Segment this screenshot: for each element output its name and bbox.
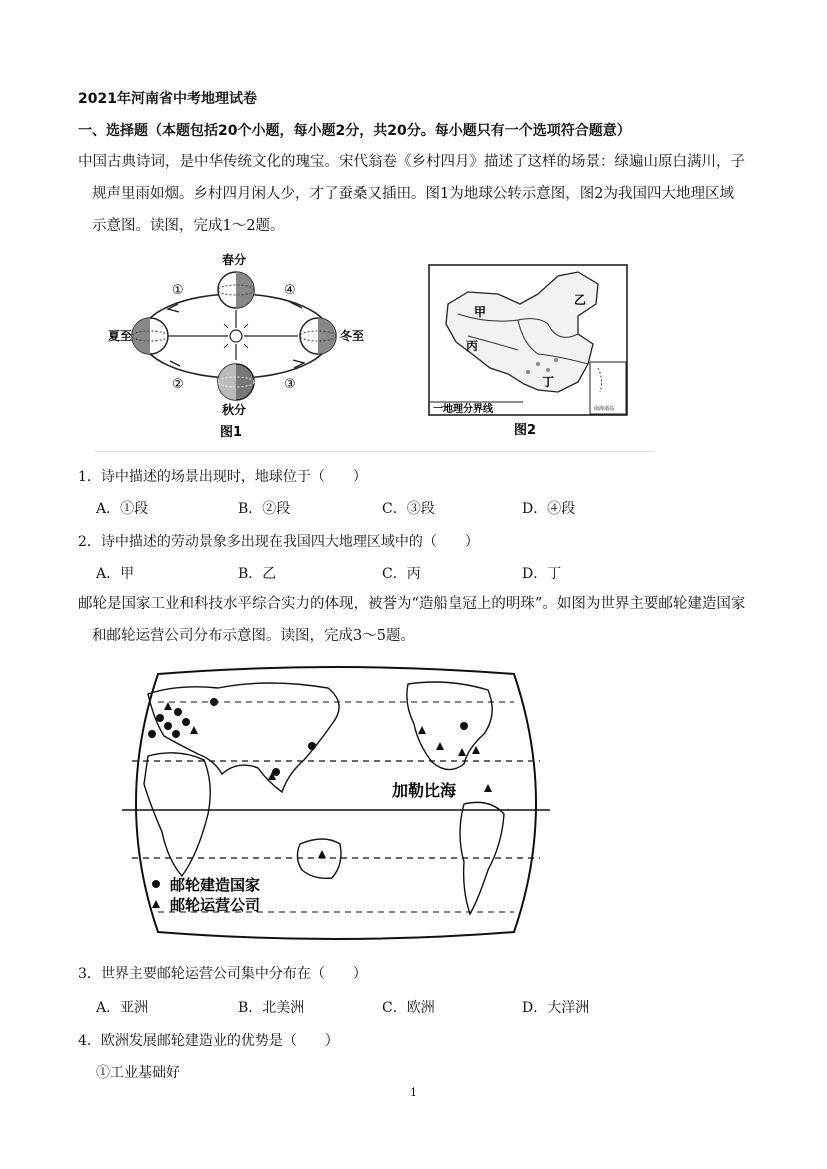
intro2-line: 邮轮是国家工业和科技水平综合实力的体现，被誉为“造船皇冠上的明珠”。如图为世界主要邮轮建造国家 [78, 596, 746, 612]
label-dongzhi: 冬至 [340, 329, 365, 343]
label-seg4: ④ [284, 283, 296, 298]
label-qiufen: 秋分 [222, 403, 247, 417]
q1-option-b: B．②段 [238, 501, 291, 517]
figure-2-caption: 图2 [514, 423, 537, 438]
question-3-stem: 3．世界主要邮轮运营公司集中分布在（ ） [78, 966, 367, 982]
world-cruise-map [118, 664, 554, 942]
globe-winter-solstice [300, 318, 336, 354]
q1-option-c: C．③段 [382, 501, 435, 517]
q2-option-a: A．甲 [96, 566, 135, 582]
label-bing: 丙 [466, 339, 479, 353]
intro-paragraph-2 [78, 588, 745, 652]
label-seg3: ③ [284, 377, 296, 392]
figure-1-revolution-diagram [108, 248, 378, 443]
legend-dot-icon [152, 880, 160, 888]
section-heading: 一、选择题（本题包括20个小题，每小题2分，共20分。每小题只有一个选项符合题意） [78, 123, 631, 139]
label-seg2: ② [172, 377, 184, 392]
question-2-stem: 2．诗中描述的劳动景象多出现在我国四大地理区域中的（ ） [78, 534, 479, 550]
q3-option-c: C．欧洲 [382, 1000, 435, 1016]
q2-option-d: D．丁 [522, 566, 562, 582]
page-number: 1 [410, 1086, 417, 1099]
label-seg1: ① [172, 283, 184, 298]
legend-boundary: 一地理分界线 [433, 404, 493, 415]
label-chunfen: 春分 [222, 253, 247, 267]
label-caribbean: 加勒比海 [392, 781, 457, 800]
q3-option-a: A．亚洲 [96, 1000, 149, 1016]
question-1-stem: 1．诗中描述的场景出现时，地球位于（ ） [78, 469, 367, 485]
q3-option-b: B．北美洲 [238, 1000, 305, 1016]
label-ding: 丁 [542, 375, 555, 389]
intro-paragraph-1 [78, 146, 745, 242]
label-xiazhi: 夏至 [108, 329, 133, 343]
globe-summer-solstice [132, 318, 168, 354]
q3-option-d: D．大洋洲 [522, 1000, 590, 1016]
intro1-line: 规声里雨如烟。乡村四月闲人少，才了蚕桑又插田。图1为地球公转示意图，图2为我国四大地理区域 [92, 186, 734, 202]
q2-option-b: B．乙 [238, 566, 277, 582]
q1-option-a: A．①段 [96, 501, 149, 517]
figure-1-caption: 图1 [220, 425, 243, 440]
question-4-stem: 4．欧洲发展邮轮建造业的优势是（ ） [78, 1033, 339, 1049]
globe-spring-equinox [218, 272, 254, 308]
intro1-line: 中国古典诗词，是中华传统文化的瑰宝。宋代翁卷《乡村四月》描述了这样的场景：绿遍山原白满川，子 [78, 154, 745, 170]
exam-title: 2021年河南省中考地理试卷 [78, 91, 257, 107]
q1-option-d: D．④段 [522, 501, 576, 517]
globe-autumn-equinox [218, 364, 254, 400]
figure-divider [94, 451, 654, 452]
figure-2-china-regions [428, 264, 628, 440]
q2-option-c: C．丙 [382, 566, 421, 582]
q4-sub-1: ①工业基础好 [96, 1065, 180, 1081]
intro1-line: 示意图。读图，完成1～2题。 [92, 218, 285, 234]
intro2-line: 和邮轮运营公司分布示意图。读图，完成3～5题。 [92, 628, 415, 644]
legend-country: 邮轮建造国家 [170, 876, 261, 894]
label-yi: 乙 [574, 293, 587, 307]
label-jia: 甲 [474, 305, 487, 319]
legend-company: 邮轮运营公司 [170, 896, 261, 914]
inset-label: 南海诸岛 [594, 406, 615, 412]
